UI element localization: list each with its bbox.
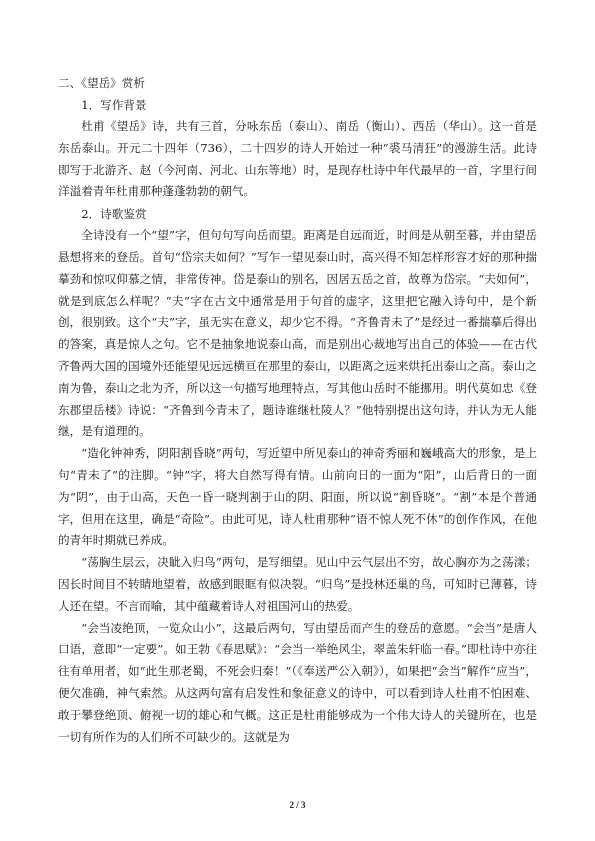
section-heading: 二、《望岳》赏析 (58, 76, 145, 90)
paragraph-appreciation-3: “荡胸生层云，决眦入归鸟”两句，是写细望。见山中云气层出不穷，故心胸亦为之荡漾；因长时间目不转睛地望着，故感到眼眶有似决裂。“归鸟”是投林还巢的鸟，可知时已薄暮，诗人还在望。不言而喻，其中蕴藏着诗人对祖国河山的热爱。 (58, 555, 537, 613)
paragraph-background: 杜甫《望岳》诗，共有三首，分咏东岳（泰山）、南岳（衡山）、西岳（华山）。这一首是东岳泰山。开元二十四年（736），二十四岁的诗人开始过一种“裘马清狂”的漫游生活。此诗即写于北游齐、赵（今河南、河北、山东等地）时，是现存杜诗中年代最早的一首，字里行间洋溢着青年杜甫那种蓬蓬勃勃的朝气。 (58, 119, 537, 199)
paragraph-appreciation-1: 全诗没有一个“望”字，但句句写向岳而望。距离是自远而近，时间是从朝至暮，并由望岳悬想将来的登岳。首句“岱宗夫如何？”写乍一望见泰山时，高兴得不知怎样形容才好的那种揣摹劲和惊叹仰慕之情，非常传神。岱是泰山的别名，因居五岳之首，故尊为岱宗。“夫如何”，就是到底怎么样呢？“夫”字在古文中通常是用于句首的虚字，这里把它融入诗句中，是个新创，很别致。这个“夫”字，虽无实在意义，却少它不得。“齐鲁青未了”是经过一番揣摹后得出的答案，真是惊人之句。它不是抽象地说泰山高，而是别出心裁地写出自己的体验——在古代齐鲁两大国的国境外还能望见远远横亘在那里的泰山，以距离之远来烘托出泰山之高。泰山之南为鲁，泰山之北为齐，所以这一句描写地理特点，写其他山岳时不能挪用。明代莫如忠《登东郡望岳楼》诗说：“齐鲁到今青未了，题诗谁继杜陵人？”他特别提出这句诗，并认为无人能继，是有道理的。 (58, 228, 537, 439)
paragraph-appreciation-2: “造化钟神秀，阴阳割昏晓”两句，写近望中所见泰山的神奇秀丽和巍峨高大的形象，是上句“青未了”的注脚。“钟”字，将大自然写得有情。山前向日的一面为“阳”，山后背日的一面为“阴”，由于山高，天色一昏一晓判割于山的阴、阳面，所以说“割昏晓”。“割”本是个普通字，但用在这里，确是“奇险”。由此可见，诗人杜甫那种“语不惊人死不休”的创作作风，在他的青年时期就已养成。 (58, 446, 537, 548)
subheading-appreciation: 2．诗歌鉴赏 (81, 207, 147, 222)
subheading-background: 1．写作背景 (81, 98, 147, 112)
page-content (58, 72, 537, 748)
page-number: 2 / 3 (289, 800, 306, 810)
paragraph-appreciation-4: “会当凌绝顶，一览众山小”，这最后两句，写由望岳而产生的登岳的意愿。“会当”是唐人口语，意即“一定要”。如王勃《春思赋》：“会当一举绝风尘，翠盖朱轩临一春。”即杜诗中亦往往有单用者，如“此生那老蜀，不死会归秦！”（《奉送严公入朝》），如果把“会当”解作“应当”，便欠准确，神气索然。从这两句富有启发性和象征意义的诗中，可以看到诗人杜甫不怕困难、敢于攀登绝顶、俯视一切的雄心和气概。这正是杜甫能够成为一个伟大诗人的关键所在，也是一切有所作为的人们所不可缺少的。这就是为 (58, 620, 537, 744)
